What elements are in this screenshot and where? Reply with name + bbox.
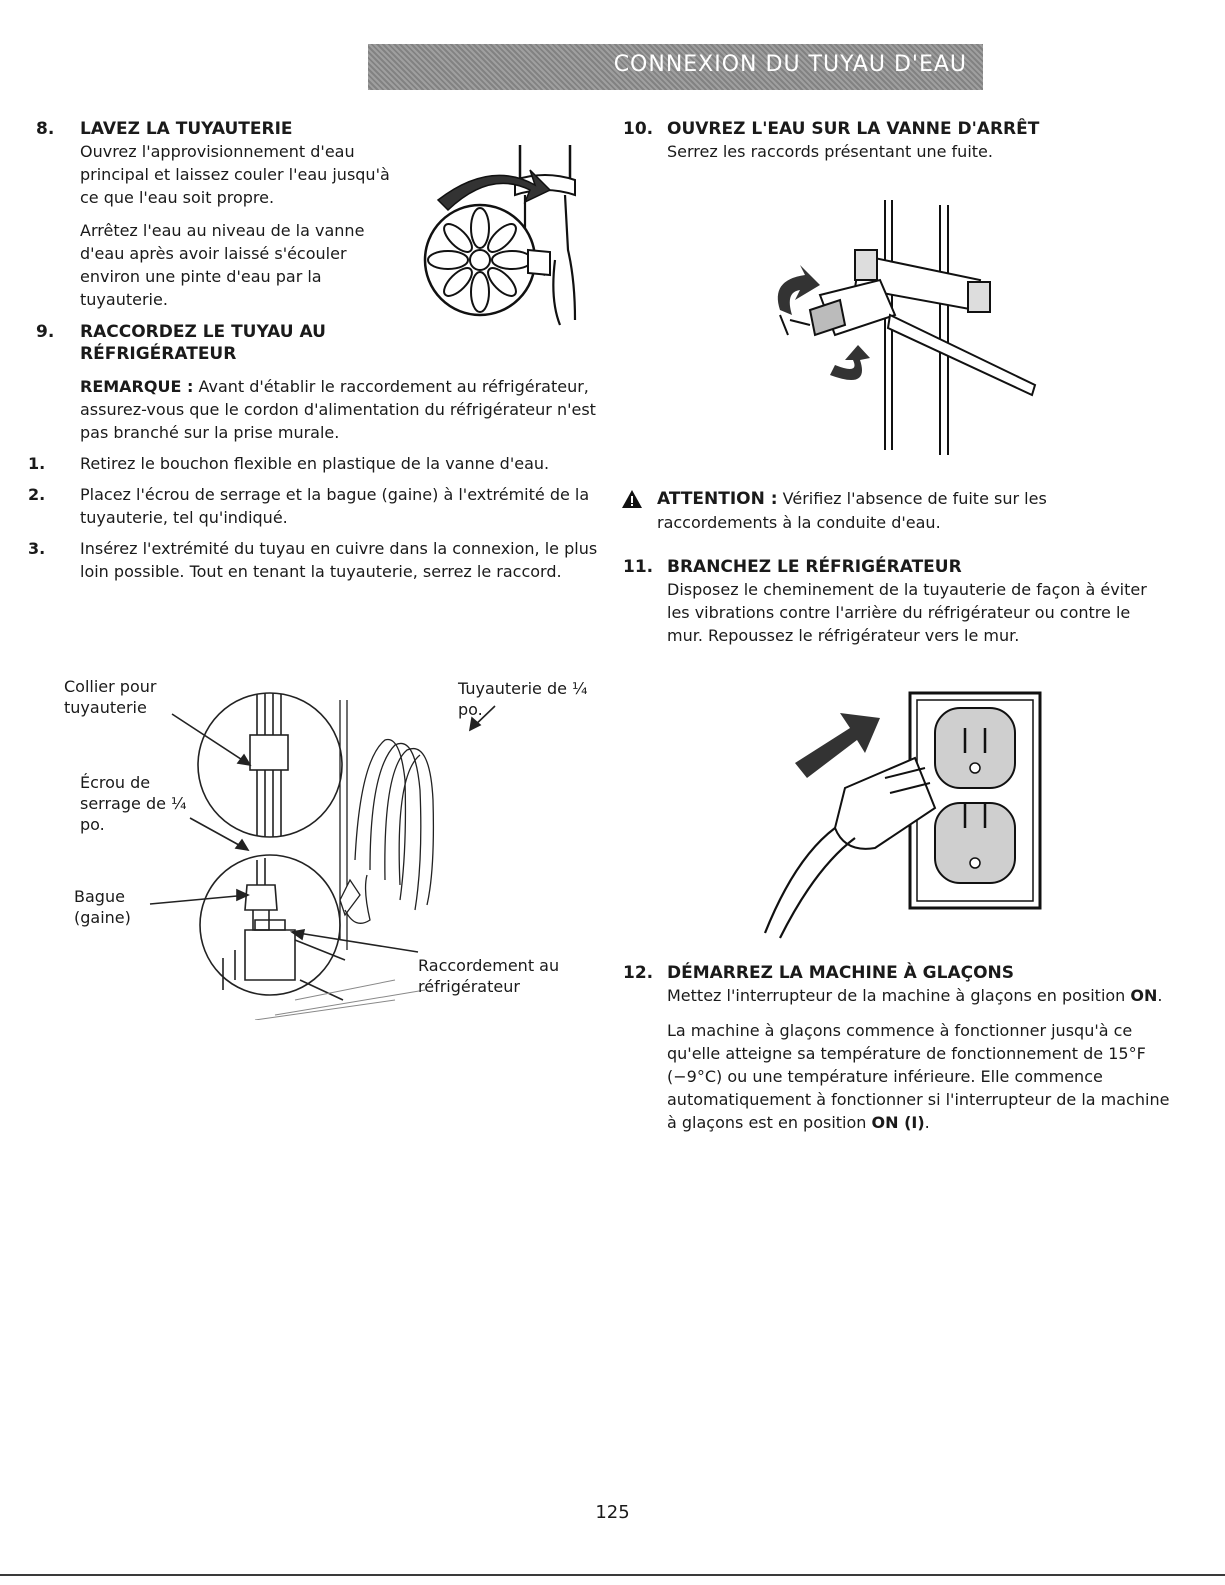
step-12-para-1 xyxy=(667,984,1177,1007)
list-text: Placez l'écrou de serrage et la bague (gaine) à l'extrémité de la tuyauterie, tel qu'indiqué. xyxy=(80,485,590,527)
step-number: 10. xyxy=(623,119,654,139)
step-12-heading xyxy=(615,962,1175,984)
step-10-heading xyxy=(615,118,1175,140)
step-title: OUVREZ L'EAU SUR LA VANNE D'ARRÊT xyxy=(667,119,1040,139)
step-11-block xyxy=(615,556,1175,647)
para-end: . xyxy=(1157,986,1163,1005)
step-number: 8. xyxy=(36,119,55,139)
step-number: 12. xyxy=(623,963,654,983)
label-ecrou: Écrou de serrage de ¼ po. xyxy=(80,773,187,834)
para-bold: ON (I) xyxy=(871,1113,925,1132)
right-column xyxy=(615,118,1175,163)
list-text: Retirez le bouchon flexible en plastique de la vanne d'eau. xyxy=(80,454,550,473)
section-banner xyxy=(368,44,983,90)
shutoff-valve-illustration xyxy=(410,140,595,335)
attention-label: ATTENTION : xyxy=(657,489,778,509)
list-number: 3. xyxy=(28,539,46,558)
list-number: 2. xyxy=(28,485,46,504)
attention-notice xyxy=(621,487,1181,534)
step-number: 11. xyxy=(623,557,654,577)
para-end: . xyxy=(924,1113,930,1132)
step-number: 9. xyxy=(36,322,55,342)
step-title: DÉMARREZ LA MACHINE À GLAÇONS xyxy=(667,963,1015,983)
step-10-para-1: Serrez les raccords présentant une fuite. xyxy=(667,142,993,161)
step-11-para-1: Disposez le cheminement de la tuyauterie de façon à éviter les vibrations contre l'arrière du réfrigérateur ou contre le mur. Repoussez le réfrigérateur vers le mur. xyxy=(667,580,1147,645)
attention-text-block xyxy=(657,487,1097,534)
step-9-heading xyxy=(28,321,358,365)
step-11-heading xyxy=(615,556,1175,578)
warning-icon xyxy=(621,489,643,509)
list-text: Insérez l'extrémité du tuyau en cuivre dans la connexion, le plus loin possible. Tout en tenant la tuyauterie, serrez le raccord. xyxy=(80,539,598,581)
note-text: Avant d'établir le raccordement au réfrigérateur, assurez-vous que le cordon d'alimentation du réfrigérateur n'est pas branché sur la prise murale. xyxy=(80,377,596,442)
step-12-para-2 xyxy=(667,1019,1182,1134)
step-title: RACCORDEZ LE TUYAU AU RÉFRIGÉRATEUR xyxy=(80,322,326,364)
list-item xyxy=(28,537,598,583)
page-number: 125 xyxy=(595,1502,630,1523)
list-item xyxy=(28,452,598,475)
diagram-leader-lines xyxy=(140,690,500,970)
para-text: Mettez l'interrupteur de la machine à glaçons en position xyxy=(667,986,1126,1005)
label-bague: Bague (gaine) xyxy=(74,887,131,927)
step-8-para-2: Arrêtez l'eau au niveau de la vanne d'eau après avoir laissé s'écouler environ une pinte d'eau par la tuyauterie. xyxy=(80,221,365,309)
step-9-note xyxy=(80,375,598,444)
label-collier: Collier pour tuyauterie xyxy=(64,677,157,717)
wall-outlet-illustration xyxy=(735,688,1045,943)
step-12-block xyxy=(615,962,1175,1134)
step-title: LAVEZ LA TUYAUTERIE xyxy=(80,119,293,139)
list-number: 1. xyxy=(28,454,46,473)
note-label: REMARQUE : xyxy=(80,377,194,396)
step-8-para-1: Ouvrez l'approvisionnement d'eau principal et laissez couler l'eau jusqu'à ce que l'eau soit propre. xyxy=(80,142,390,207)
para-bold: ON xyxy=(1130,986,1158,1005)
saddle-valve-illustration xyxy=(740,200,1040,460)
attention-text: Vérifiez l'absence de fuite sur les raccordements à la conduite d'eau. xyxy=(657,489,1047,532)
step-8-heading xyxy=(28,118,598,140)
step-title: BRANCHEZ LE RÉFRIGÉRATEUR xyxy=(667,557,962,577)
label-raccordement: Raccordement au réfrigérateur xyxy=(418,956,560,996)
para-text: La machine à glaçons commence à fonctionner jusqu'à ce qu'elle atteigne sa température de fonctionnement de 15°F (−9°C) ou une température inférieure. Elle commence automatiquement à fonctionner si l'interrupteur de la machine à glaçons est en position xyxy=(667,1021,1170,1132)
label-tuyauterie: Tuyauterie de ¼ po. xyxy=(458,679,588,719)
banner-title: CONNEXION DU TUYAU D'EAU xyxy=(613,52,967,77)
bottom-rule xyxy=(0,1574,1225,1576)
list-item xyxy=(28,483,598,529)
